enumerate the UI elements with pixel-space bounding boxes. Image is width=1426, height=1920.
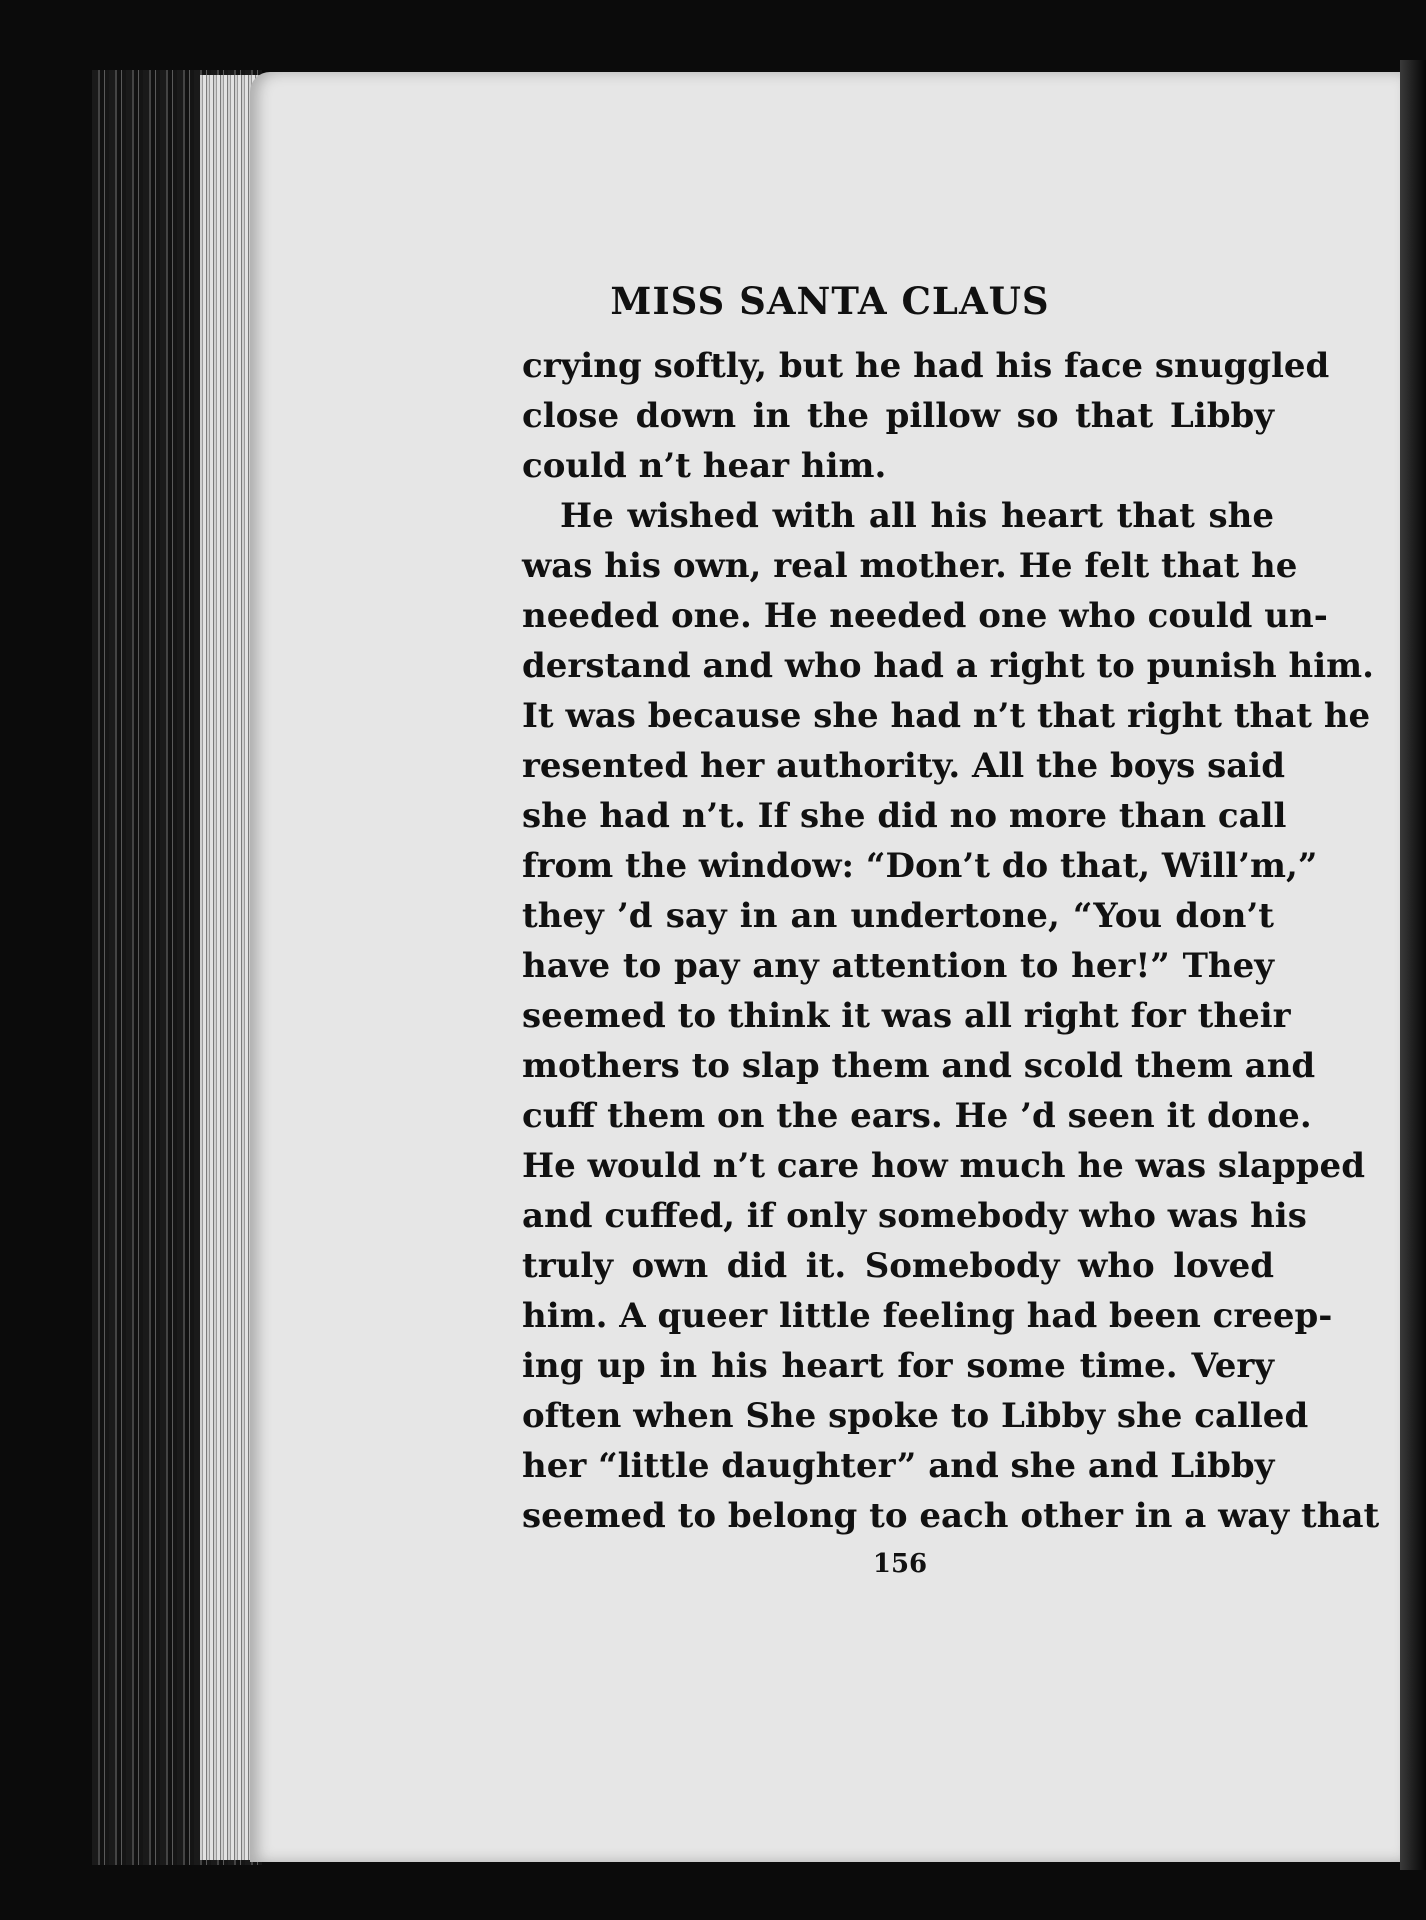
running-head: MISS SANTA CLAUS: [610, 279, 1050, 323]
right-scan-shadow: [1400, 60, 1426, 1870]
text-line: seemed to think it was all right for their: [522, 996, 1291, 1036]
text-line: resented her authority. All the boys said: [522, 746, 1285, 786]
text-line: and cuffed, if only somebody who was his: [522, 1196, 1307, 1236]
text-line: It was because she had n’t that right that he: [522, 696, 1371, 736]
text-line: her “little daughter” and she and Libby: [522, 1446, 1275, 1486]
text-line: close down in the pillow so that Libby: [522, 396, 1274, 436]
text-line: ing up in his heart for some time. Very: [522, 1346, 1274, 1386]
text-line: was his own, real mother. He felt that he: [522, 546, 1298, 586]
text-line: have to pay any attention to her!” They: [522, 946, 1274, 986]
text-line: could n’t hear him.: [522, 446, 887, 486]
page-number: 156: [872, 1549, 928, 1579]
text-line: truly own did it. Somebody who loved: [522, 1246, 1274, 1286]
text-line: derstand and who had a right to punish him.: [522, 646, 1374, 686]
text-line: seemed to belong to each other in a way that: [522, 1496, 1380, 1536]
text-line: He wished with all his heart that she: [560, 496, 1274, 536]
text-line: He would n’t care how much he was slapped: [522, 1146, 1365, 1186]
text-line: they ’d say in an undertone, “You don’t: [522, 896, 1274, 936]
body-text: [522, 341, 1380, 1541]
text-line: crying softly, but he had his face snuggled: [522, 346, 1330, 386]
text-line: him. A queer little feeling had been creep-: [522, 1296, 1333, 1336]
text-line: mothers to slap them and scold them and: [522, 1046, 1316, 1086]
text-line: needed one. He needed one who could un-: [522, 596, 1328, 636]
text-line: often when She spoke to Libby she called: [522, 1396, 1309, 1436]
text-line: she had n’t. If she did no more than call: [522, 796, 1287, 836]
text-line: from the window: “Don’t do that, Will’m,”: [522, 846, 1318, 886]
text-line: cuff them on the ears. He ’d seen it done.: [522, 1096, 1312, 1136]
